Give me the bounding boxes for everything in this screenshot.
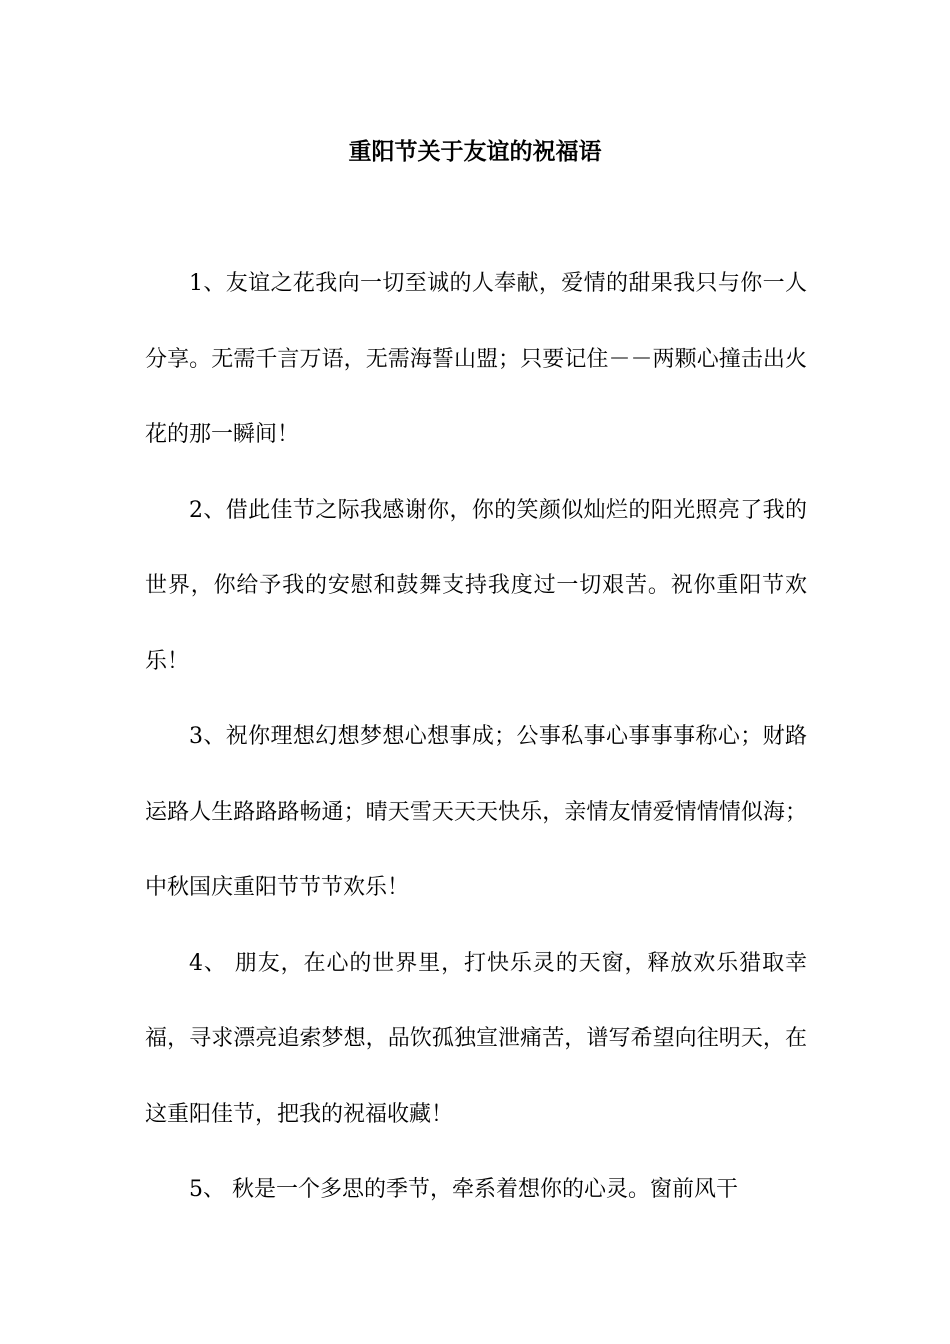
paragraph-1: 1、友谊之花我向一切至诚的人奉献，爱情的甜果我只与你一人分享。无需千言万语，无需海誓山盟；只要记住－－两颗心撞击出火花的那一瞬间！	[145, 271, 807, 447]
paragraph-3: 3、祝你理想幻想梦想心想事成；公事私事心事事事称心；财路运路人生路路路畅通；晴天雪天天天快乐，亲情友情爱情情情似海；中秋国庆重阳节节节欢乐！	[145, 724, 807, 900]
document-title: 重阳节关于友谊的祝福语	[348, 138, 602, 165]
paragraph-5: 5、 秋是一个多思的季节，牵系着想你的心灵。窗前风干	[189, 1177, 738, 1202]
paragraph-2: 2、借此佳节之际我感谢你，你的笑颜似灿烂的阳光照亮了我的世界，你给予我的安慰和鼓舞支持我度过一切艰苦。祝你重阳节欢乐！	[145, 497, 807, 674]
document-body	[145, 246, 807, 1228]
paragraph-4: 4、 朋友，在心的世界里，打快乐灵的天窗，释放欢乐猎取幸福，寻求漂亮追索梦想，品饮孤独宣泄痛苦，谱写希望向往明天，在这重阳佳节，把我的祝福收藏！	[145, 950, 807, 1127]
